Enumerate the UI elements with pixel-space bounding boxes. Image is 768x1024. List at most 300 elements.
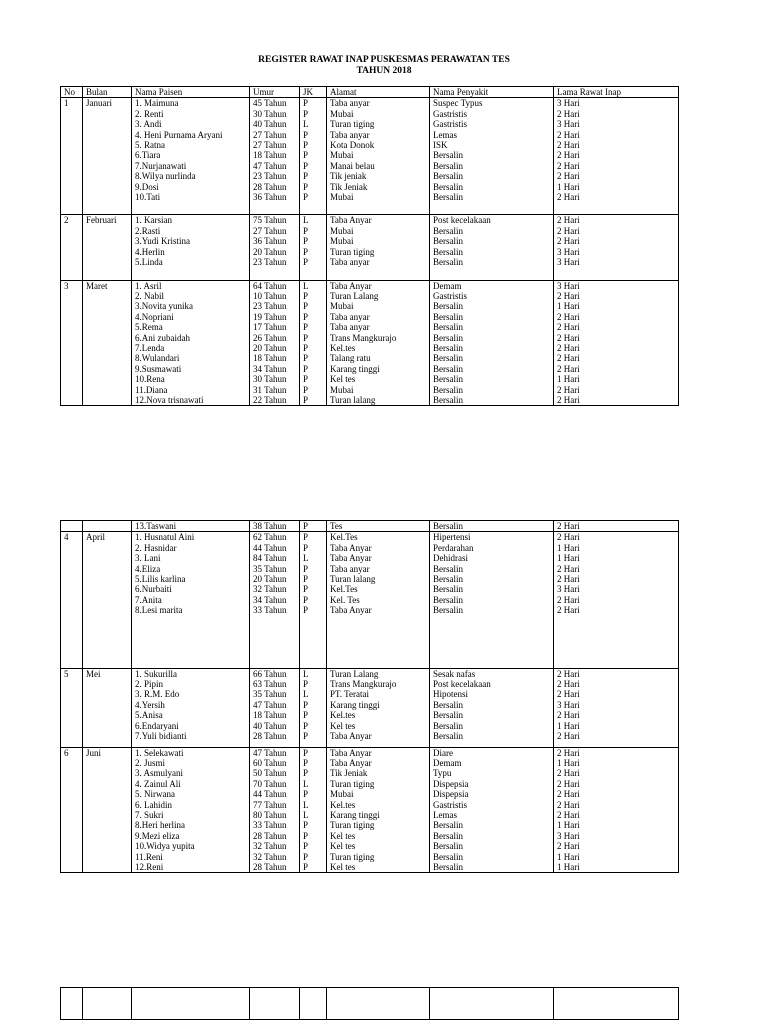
cell-nama-pasien: 9.Mezi eliza (132, 831, 250, 841)
cell-alamat: Karang tinggi (327, 700, 430, 710)
cell-nama-pasien: 11.Diana (132, 385, 250, 395)
cell-bulan (83, 236, 132, 246)
cell-jk: P (300, 595, 327, 605)
table-row (61, 215, 679, 226)
cell-jk: L (300, 779, 327, 789)
cell-lama-rawat: 1 Hari (554, 862, 679, 873)
cell-nama-penyakit: Hipotensi (430, 689, 554, 699)
spacer-cell (83, 268, 132, 281)
cell-nama-pasien: 3.Novita yunika (132, 301, 250, 311)
cell-alamat: Taba Anyar (327, 543, 430, 553)
cell-alamat: Taba Anyar (327, 758, 430, 768)
cell-bulan (83, 564, 132, 574)
cell-jk: P (300, 364, 327, 374)
cell-umur: 40 Tahun (250, 119, 300, 129)
cell-no (61, 182, 83, 192)
empty-cell (250, 988, 300, 1020)
cell-alamat: Kel tes (327, 841, 430, 851)
empty-table-row (60, 987, 679, 1020)
cell-alamat: Taba anyar (327, 98, 430, 109)
register-table-page1 (60, 86, 679, 406)
cell-umur: 64 Tahun (250, 280, 300, 291)
cell-bulan (83, 226, 132, 236)
empty-cell (61, 988, 83, 1020)
spacer-cell (250, 268, 300, 281)
cell-nama-pasien: 12.Reni (132, 862, 250, 873)
table-row (61, 385, 679, 395)
table-row (61, 564, 679, 574)
cell-bulan (83, 679, 132, 689)
cell-bulan (83, 301, 132, 311)
empty-cell (430, 988, 554, 1020)
table-row (61, 333, 679, 343)
cell-umur: 44 Tahun (250, 789, 300, 799)
cell-alamat: Taba anyar (327, 257, 430, 267)
cell-no (61, 731, 83, 741)
table-row (61, 130, 679, 140)
cell-lama-rawat: 3 Hari (554, 280, 679, 291)
cell-jk: L (300, 668, 327, 679)
cell-nama-penyakit: Bersalin (430, 150, 554, 160)
spacer-cell (132, 268, 250, 281)
cell-jk: P (300, 140, 327, 150)
cell-alamat: Taba anyar (327, 130, 430, 140)
cell-alamat: Kel tes (327, 831, 430, 841)
cell-bulan (83, 322, 132, 332)
cell-alamat: Kel.tes (327, 800, 430, 810)
cell-alamat: Karang tinggi (327, 810, 430, 820)
cell-bulan (83, 364, 132, 374)
cell-no (61, 130, 83, 140)
cell-jk: P (300, 679, 327, 689)
empty-cell (554, 988, 679, 1020)
cell-bulan (83, 257, 132, 267)
cell-nama-pasien: 10.Widya yupita (132, 841, 250, 851)
register-table-page2 (60, 520, 679, 873)
cell-jk: P (300, 747, 327, 758)
cell-bulan (83, 721, 132, 731)
cell-bulan: Februari (83, 215, 132, 226)
cell-jk: P (300, 150, 327, 160)
cell-jk: P (300, 257, 327, 267)
cell-jk: P (300, 385, 327, 395)
cell-jk: P (300, 584, 327, 594)
table-row (61, 605, 679, 615)
cell-no (61, 192, 83, 202)
table-row (61, 800, 679, 810)
cell-nama-penyakit: Diare (430, 747, 554, 758)
table-row (61, 247, 679, 257)
cell-bulan (83, 731, 132, 741)
table-row (61, 862, 679, 873)
cell-nama-penyakit: Bersalin (430, 161, 554, 171)
cell-umur: 27 Tahun (250, 226, 300, 236)
cell-bulan (83, 852, 132, 862)
spacer-cell (430, 268, 554, 281)
cell-alamat: Turan tiging (327, 852, 430, 862)
cell-nama-penyakit: Gastristis (430, 109, 554, 119)
cell-alamat: Turan lalang (327, 574, 430, 584)
cell-bulan (83, 374, 132, 384)
cell-nama-penyakit: Bersalin (430, 574, 554, 584)
cell-nama-pasien: 8.Wulandari (132, 353, 250, 363)
header-nama-penyakit: Nama Penyakit (430, 87, 554, 98)
cell-nama-penyakit: Bersalin (430, 710, 554, 720)
cell-alamat: Kel tes (327, 721, 430, 731)
cell-bulan (83, 119, 132, 129)
cell-lama-rawat: 2 Hari (554, 364, 679, 374)
cell-nama-pasien: 3. Lani (132, 553, 250, 563)
cell-nama-penyakit: Lemas (430, 810, 554, 820)
cell-nama-pasien: 4.Nopriani (132, 312, 250, 322)
cell-nama-penyakit: Bersalin (430, 236, 554, 246)
cell-nama-pasien: 3. Andi (132, 119, 250, 129)
cell-bulan (83, 343, 132, 353)
cell-no (61, 395, 83, 406)
table-row (61, 553, 679, 563)
cell-alamat: Mubai (327, 192, 430, 202)
cell-bulan (83, 862, 132, 873)
header-bulan: Bulan (83, 87, 132, 98)
cell-lama-rawat: 2 Hari (554, 768, 679, 778)
table-row (61, 831, 679, 841)
cell-bulan (83, 553, 132, 563)
spacer-cell (430, 616, 554, 669)
cell-alamat: Kel.Tes (327, 584, 430, 594)
cell-nama-penyakit: Bersalin (430, 564, 554, 574)
cell-lama-rawat: 1 Hari (554, 758, 679, 768)
cell-alamat: Kel tes (327, 862, 430, 873)
cell-alamat: Kel.Tes (327, 532, 430, 543)
cell-lama-rawat: 2 Hari (554, 140, 679, 150)
cell-umur: 40 Tahun (250, 721, 300, 731)
cell-no (61, 689, 83, 699)
spacer-cell (61, 616, 83, 669)
cell-umur: 18 Tahun (250, 150, 300, 160)
cell-lama-rawat: 2 Hari (554, 322, 679, 332)
cell-nama-penyakit: Gastristis (430, 119, 554, 129)
cell-no (61, 841, 83, 851)
cell-alamat: Taba Anyar (327, 731, 430, 741)
cell-umur: 62 Tahun (250, 532, 300, 543)
header-umur: Umur (250, 87, 300, 98)
cell-lama-rawat: 2 Hari (554, 779, 679, 789)
cell-umur: 32 Tahun (250, 584, 300, 594)
cell-lama-rawat: 3 Hari (554, 584, 679, 594)
cell-no (61, 374, 83, 384)
cell-umur: 27 Tahun (250, 130, 300, 140)
cell-nama-penyakit: Bersalin (430, 584, 554, 594)
cell-jk: P (300, 564, 327, 574)
cell-nama-pasien: 5.Rema (132, 322, 250, 332)
cell-umur: 77 Tahun (250, 800, 300, 810)
cell-umur: 84 Tahun (250, 553, 300, 563)
cell-nama-penyakit: Bersalin (430, 385, 554, 395)
cell-nama-pasien: 2. Jusmi (132, 758, 250, 768)
table-row (61, 841, 679, 851)
spacer-cell (250, 202, 300, 215)
cell-lama-rawat: 2 Hari (554, 605, 679, 615)
table-row (61, 226, 679, 236)
cell-umur: 70 Tahun (250, 779, 300, 789)
cell-nama-pasien: 5.Linda (132, 257, 250, 267)
cell-no (61, 800, 83, 810)
cell-no: 5 (61, 668, 83, 679)
table-row (61, 301, 679, 311)
cell-alamat: Mubai (327, 789, 430, 799)
cell-nama-penyakit: Bersalin (430, 364, 554, 374)
cell-jk: P (300, 862, 327, 873)
cell-nama-penyakit: Bersalin (430, 721, 554, 731)
cell-lama-rawat: 2 Hari (554, 789, 679, 799)
table-row (61, 747, 679, 758)
cell-jk: P (300, 171, 327, 181)
cell-jk: P (300, 182, 327, 192)
cell-lama-rawat: 2 Hari (554, 689, 679, 699)
cell-bulan (83, 161, 132, 171)
cell-lama-rawat: 2 Hari (554, 747, 679, 758)
cell-nama-penyakit: Bersalin (430, 841, 554, 851)
cell-lama-rawat: 2 Hari (554, 215, 679, 226)
cell-bulan (83, 841, 132, 851)
cell-no (61, 831, 83, 841)
cell-bulan (83, 574, 132, 584)
cell-jk: P (300, 130, 327, 140)
cell-jk: P (300, 161, 327, 171)
table-row (61, 521, 679, 532)
cell-nama-penyakit: Bersalin (430, 226, 554, 236)
cell-no (61, 226, 83, 236)
table-row (61, 353, 679, 363)
cell-umur: 34 Tahun (250, 364, 300, 374)
table-row (61, 291, 679, 301)
cell-jk: P (300, 789, 327, 799)
cell-nama-pasien: 11.Reni (132, 852, 250, 862)
cell-alamat: Kel tes (327, 374, 430, 384)
cell-lama-rawat: 2 Hari (554, 343, 679, 353)
cell-nama-penyakit: Bersalin (430, 731, 554, 741)
cell-umur: 33 Tahun (250, 605, 300, 615)
cell-nama-pasien: 10.Rena (132, 374, 250, 384)
cell-lama-rawat: 2 Hari (554, 521, 679, 532)
cell-nama-pasien: 4. Zainul Ali (132, 779, 250, 789)
cell-bulan (83, 710, 132, 720)
cell-bulan (83, 689, 132, 699)
cell-no (61, 852, 83, 862)
cell-lama-rawat: 2 Hari (554, 810, 679, 820)
cell-jk: L (300, 800, 327, 810)
cell-nama-pasien: 5.Lilis karlina (132, 574, 250, 584)
cell-nama-pasien: 6.Tiara (132, 150, 250, 160)
cell-nama-pasien: 1. Asril (132, 280, 250, 291)
table-row (61, 668, 679, 679)
cell-nama-pasien: 1. Selekawati (132, 747, 250, 758)
cell-alamat: Mubai (327, 236, 430, 246)
cell-alamat: Taba anyar (327, 564, 430, 574)
cell-nama-pasien: 9.Susmawati (132, 364, 250, 374)
cell-lama-rawat: 1 Hari (554, 721, 679, 731)
register-year: TAHUN 2018 (356, 66, 412, 76)
cell-lama-rawat: 1 Hari (554, 852, 679, 862)
cell-jk: L (300, 215, 327, 226)
cell-no (61, 109, 83, 119)
empty-cell (83, 988, 132, 1020)
cell-no (61, 322, 83, 332)
cell-nama-pasien: 8.Wilya nurlinda (132, 171, 250, 181)
cell-nama-penyakit: Dispepsia (430, 789, 554, 799)
cell-lama-rawat: 1 Hari (554, 301, 679, 311)
cell-nama-penyakit: Perdarahan (430, 543, 554, 553)
cell-alamat: Manai belau (327, 161, 430, 171)
cell-jk: P (300, 731, 327, 741)
spacer-cell (327, 202, 430, 215)
cell-nama-pasien: 2. Hasnidar (132, 543, 250, 553)
cell-bulan (83, 584, 132, 594)
cell-no (61, 721, 83, 731)
cell-umur: 50 Tahun (250, 768, 300, 778)
cell-no (61, 543, 83, 553)
cell-bulan (83, 247, 132, 257)
cell-alamat: Tes (327, 521, 430, 532)
cell-bulan (83, 800, 132, 810)
cell-jk: P (300, 521, 327, 532)
cell-jk: P (300, 820, 327, 830)
empty-cell (132, 988, 250, 1020)
cell-nama-pasien: 6.Nurbaiti (132, 584, 250, 594)
cell-jk: P (300, 758, 327, 768)
cell-bulan (83, 130, 132, 140)
cell-nama-penyakit: Bersalin (430, 353, 554, 363)
cell-no (61, 343, 83, 353)
cell-lama-rawat: 2 Hari (554, 595, 679, 605)
cell-umur: 20 Tahun (250, 343, 300, 353)
cell-bulan (83, 789, 132, 799)
cell-no (61, 353, 83, 363)
cell-alamat: Kel.tes (327, 343, 430, 353)
cell-umur: 18 Tahun (250, 710, 300, 720)
cell-lama-rawat: 2 Hari (554, 564, 679, 574)
table-row (61, 182, 679, 192)
cell-lama-rawat: 2 Hari (554, 236, 679, 246)
cell-no (61, 385, 83, 395)
cell-alamat: Talang ratu (327, 353, 430, 363)
cell-alamat: Turan Lalang (327, 668, 430, 679)
table-row (61, 374, 679, 384)
cell-no (61, 810, 83, 820)
cell-jk: P (300, 247, 327, 257)
cell-alamat: Turan tiging (327, 247, 430, 257)
group-spacer-row (61, 268, 679, 281)
cell-nama-penyakit: Bersalin (430, 257, 554, 267)
cell-alamat: Taba Anyar (327, 553, 430, 563)
cell-no (61, 247, 83, 257)
table-row (61, 679, 679, 689)
cell-bulan (83, 543, 132, 553)
cell-nama-pasien: 2. Renti (132, 109, 250, 119)
cell-no (61, 301, 83, 311)
cell-nama-pasien: 3. Asmulyani (132, 768, 250, 778)
cell-bulan (83, 779, 132, 789)
cell-nama-pasien: 9.Dosi (132, 182, 250, 192)
cell-alamat: Turan tiging (327, 119, 430, 129)
cell-umur: 66 Tahun (250, 668, 300, 679)
cell-jk: P (300, 852, 327, 862)
cell-nama-penyakit: Dispepsia (430, 779, 554, 789)
cell-lama-rawat: 3 Hari (554, 700, 679, 710)
cell-lama-rawat: 2 Hari (554, 800, 679, 810)
spacer-cell (300, 616, 327, 669)
cell-nama-penyakit: Typu (430, 768, 554, 778)
cell-bulan (83, 192, 132, 202)
header-jk: JK (300, 87, 327, 98)
cell-lama-rawat: 2 Hari (554, 161, 679, 171)
cell-no (61, 150, 83, 160)
cell-nama-penyakit: Hipertensi (430, 532, 554, 543)
cell-no: 6 (61, 747, 83, 758)
cell-bulan (83, 140, 132, 150)
cell-umur: 36 Tahun (250, 236, 300, 246)
cell-nama-pasien: 5. Ratna (132, 140, 250, 150)
cell-nama-pasien: 4.Herlin (132, 247, 250, 257)
table-row (61, 171, 679, 181)
cell-bulan (83, 521, 132, 532)
cell-jk: L (300, 553, 327, 563)
cell-umur: 44 Tahun (250, 543, 300, 553)
cell-jk: P (300, 322, 327, 332)
cell-umur: 75 Tahun (250, 215, 300, 226)
cell-umur: 31 Tahun (250, 385, 300, 395)
cell-nama-pasien: 1. Sukurilla (132, 668, 250, 679)
cell-lama-rawat: 2 Hari (554, 532, 679, 543)
cell-bulan (83, 395, 132, 406)
cell-alamat: Taba anyar (327, 312, 430, 322)
cell-alamat: Tik Jeniak (327, 768, 430, 778)
cell-bulan (83, 171, 132, 181)
header-alamat: Alamat (327, 87, 430, 98)
table-row (61, 395, 679, 406)
cell-nama-pasien: 7. Sukri (132, 810, 250, 820)
cell-nama-pasien: 2.Rasti (132, 226, 250, 236)
spacer-cell (554, 616, 679, 669)
table-row (61, 820, 679, 830)
table-row (61, 574, 679, 584)
cell-nama-pasien: 7.Lenda (132, 343, 250, 353)
cell-jk: P (300, 831, 327, 841)
spacer-cell (327, 616, 430, 669)
cell-bulan (83, 333, 132, 343)
cell-bulan (83, 150, 132, 160)
cell-nama-penyakit: Demam (430, 280, 554, 291)
cell-jk: P (300, 301, 327, 311)
cell-nama-penyakit: Post kecelakaan (430, 215, 554, 226)
cell-jk: P (300, 192, 327, 202)
cell-bulan (83, 385, 132, 395)
cell-jk: L (300, 280, 327, 291)
cell-nama-pasien: 1. Karsian (132, 215, 250, 226)
cell-nama-penyakit: Bersalin (430, 301, 554, 311)
table-row (61, 810, 679, 820)
cell-bulan (83, 831, 132, 841)
cell-umur: 60 Tahun (250, 758, 300, 768)
cell-umur: 80 Tahun (250, 810, 300, 820)
table-row (61, 119, 679, 129)
cell-lama-rawat: 2 Hari (554, 679, 679, 689)
cell-no (61, 595, 83, 605)
cell-bulan: Januari (83, 98, 132, 109)
cell-nama-penyakit: Bersalin (430, 312, 554, 322)
table-row (61, 343, 679, 353)
cell-nama-pasien: 13.Taswani (132, 521, 250, 532)
